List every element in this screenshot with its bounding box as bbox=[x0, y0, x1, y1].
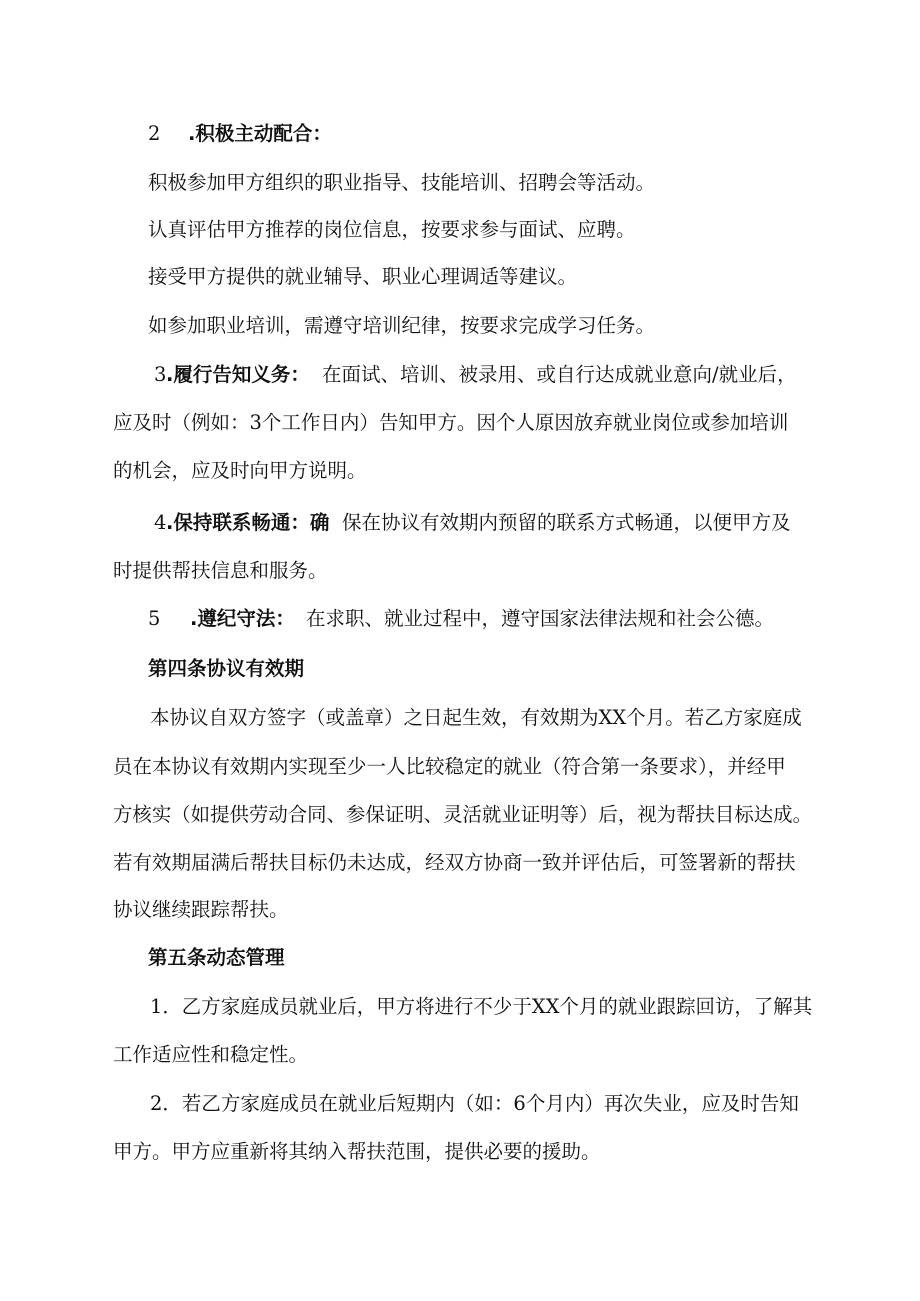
article-4-line-4: 若有效期届满后帮扶目标仍未达成，经双方协商一致并评估后，可签署新的帮扶 bbox=[113, 851, 796, 874]
article-5-item-2-line-1: 2．若乙方家庭成员在就业后短期内（如：6个月内）再次失业，应及时告知 bbox=[150, 1092, 799, 1115]
item-2-line-3: 接受甲方提供的就业辅导、职业心理调适等建议。 bbox=[148, 265, 578, 288]
item-2-number: 2 bbox=[148, 122, 161, 145]
item-5-title: .遵纪守法： bbox=[190, 607, 295, 630]
item-3-line-3: 的机会，应及时向甲方说明。 bbox=[113, 459, 367, 482]
article-4-line-1: 本协议自双方签字（或盖章）之日起生效，有效期为XX个月。若乙方家庭成 bbox=[150, 706, 802, 729]
item-4-title: .保持联系畅通：确 bbox=[166, 511, 330, 534]
article-5-title: 第五条动态管理 bbox=[148, 946, 285, 969]
item-4-line-1: 保在协议有效期内预留的联系方式畅通，以便甲方及 bbox=[342, 511, 791, 534]
item-4-line-2: 时提供帮扶信息和服务。 bbox=[113, 559, 328, 582]
item-2-line-4: 如参加职业培训，需遵守培训纪律，按要求完成学习任务。 bbox=[148, 314, 656, 337]
article-4-line-3: 方核实（如提供劳动合同、参保证明、灵活就业证明等）后，视为帮扶目标达成。 bbox=[113, 803, 812, 826]
item-3-line-2: 应及时（例如：3个工作日内）告知甲方。因个人原因放弃就业岗位或参加培训 bbox=[113, 411, 789, 434]
article-4-line-5: 协议继续跟踪帮扶。 bbox=[113, 898, 289, 921]
article-4-line-2: 员在本协议有效期内实现至少一人比较稳定的就业（符合第一条要求），并经甲 bbox=[113, 755, 786, 778]
item-3-title: .履行告知义务： bbox=[166, 363, 310, 386]
article-5-item-1-line-2: 工作适应性和稳定性。 bbox=[113, 1043, 309, 1066]
item-5-line-1: 在求职、就业过程中，遵守国家法律法规和社会公德。 bbox=[306, 607, 775, 630]
item-2-line-1: 积极参加甲方组织的职业指导、技能培训、招聘会等活动。 bbox=[148, 171, 656, 194]
item-5-number: 5 bbox=[148, 607, 161, 630]
item-4-number: 4 bbox=[154, 511, 167, 534]
article-5-item-1-line-1: 1．乙方家庭成员就业后，甲方将进行不少于XX个月的就业跟踪回访，了解其 bbox=[150, 995, 813, 1018]
article-4-title: 第四条协议有效期 bbox=[148, 657, 305, 680]
item-3-number: 3 bbox=[154, 363, 167, 386]
item-2-title: .积极主动配合： bbox=[188, 122, 332, 145]
item-2-line-2: 认真评估甲方推荐的岗位信息，按要求参与面试、应聘。 bbox=[148, 218, 636, 241]
article-5-item-2-line-2: 甲方。甲方应重新将其纳入帮扶范围，提供必要的援助。 bbox=[113, 1140, 601, 1163]
item-3-line-1: 在面试、培训、被录用、或自行达成就业意向/就业后， bbox=[322, 363, 797, 386]
